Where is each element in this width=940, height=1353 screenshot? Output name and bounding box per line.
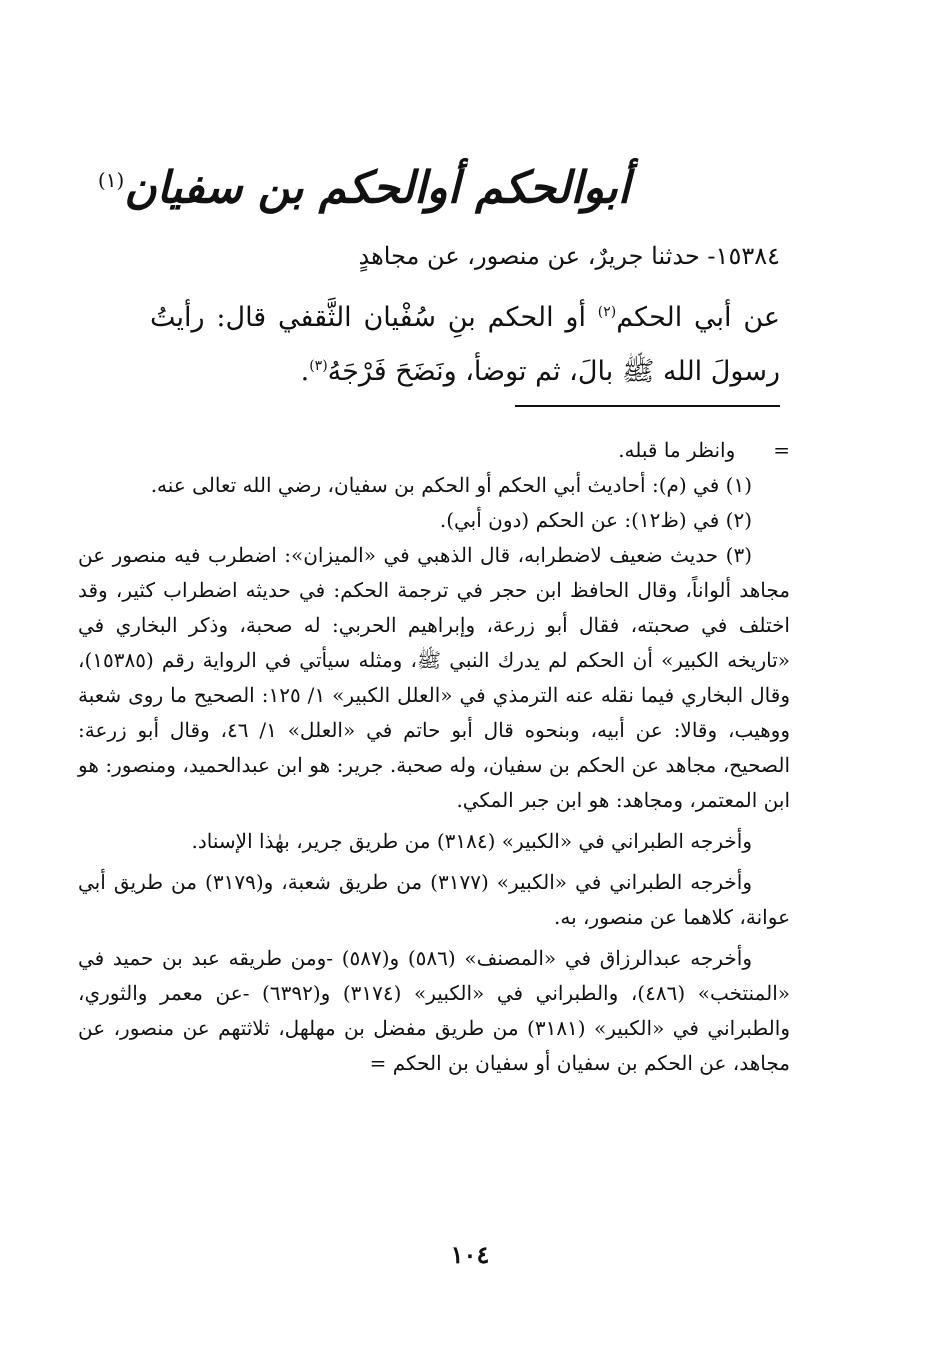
title-footnote-marker: (١): [97, 168, 125, 192]
footnote-marker-3: (٣): [309, 358, 328, 374]
footnote-2-text: (٢) في (ظ١٢): عن الحكم (دون أبي).: [439, 508, 752, 532]
footnote-marker-2: (٢): [597, 304, 617, 320]
chapter-title-text: أبوالحكم أوالحكم بن سفيان: [124, 162, 630, 214]
chapter-title: [97, 150, 630, 219]
footnote-2: [78, 503, 790, 538]
continuation-text: وانظر ما قبله.: [618, 438, 736, 462]
matn-part-2: أو الحكم بنِ سُفْيان الثَّقفي قال: رأيتُ رسولَ الله ﷺ بالَ، ثم توضأ، ونَضَحَ فَرْجَهُ: [150, 302, 780, 387]
continuation-mark: =: [773, 438, 790, 462]
matn-part-1: عن أبي الحكم: [616, 302, 780, 333]
footnote-3-paragraph-4: وأخرجه عبدالرزاق في «المصنف» (٥٨٦) و(٥٨٧) -ومن طريقه عبد بن حميد في «المنتخب» (٤٨٦)، والطبراني في «الكبير» (٣١٧٤) و(٦٣٩٢) -عن معمر والثوري، والطبراني في «الكبير» (٣١٨١) من طريق مفضل بن مهلهل، ثلاثتهم عن منصور، عن مجاهد، عن الحكم بن سفيان أو سفيان بن الحكم =: [78, 946, 791, 1075]
footnote-continuation: [78, 433, 790, 468]
page-number: ١٠٤: [450, 1240, 490, 1269]
footnote-1-text: (١) في (م): أحاديث أبي الحكم أو الحكم بن سفيان، رضي الله تعالى عنه.: [150, 473, 752, 497]
footnotes-section: [78, 433, 790, 1081]
hadith-matn: [150, 288, 780, 396]
footnote-separator: [515, 405, 780, 407]
footnote-3-paragraph-2: وأخرجه الطبراني في «الكبير» (٣١٨٤) من طريق جرير، بهٰذا الإسناد.: [191, 829, 752, 853]
matn-part-3: .: [300, 356, 310, 387]
footnote-1: [78, 468, 790, 503]
hadith-isnad: ١٥٣٨٤- حدثنا جريرٌ، عن منصور، عن مجاهدٍ: [358, 242, 780, 270]
footnote-3: (٣) حديث ضعيف لاضطرابه، قال الذهبي في «الميزان»: اضطرب فيه منصور عن مجاهد ألواناً، وقال الحافظ ابن حجر في ترجمة الحكم: في حديثه اضطراب كثير، وقد اختلف في صحبته، فقال أبو زرعة، وإبراهيم الحربي: له صحبة، وذكر البخاري في «تاريخه الكبير» أن الحكم لم يدرك النبي ﷺ، ومثله سيأتي في الرواية رقم (١٥٣٨٥)، وقال البخاري فيما نقله عنه الترمذي في «العلل الكبير» ١/ ١٢٥: الصحيح ما روى شعبة ووهيب، وقالا: عن أبيه، وبنحوه قال أبو حاتم في «العلل» ١/ ٤٦، وقال أبو زرعة: الصحيح، مجاهد عن الحكم بن سفيان، وله صحبة. جرير: هو ابن عبدالحميد، ومنصور: هو ابن المعتمر، ومجاهد: هو ابن جبر المكي.: [78, 543, 790, 812]
footnote-3-paragraph-3: وأخرجه الطبراني في «الكبير» (٣١٧٧) من طريق شعبة، و(٣١٧٩) من طريق أبي عوانة، كلاهما عن منصور، به.: [78, 870, 790, 929]
